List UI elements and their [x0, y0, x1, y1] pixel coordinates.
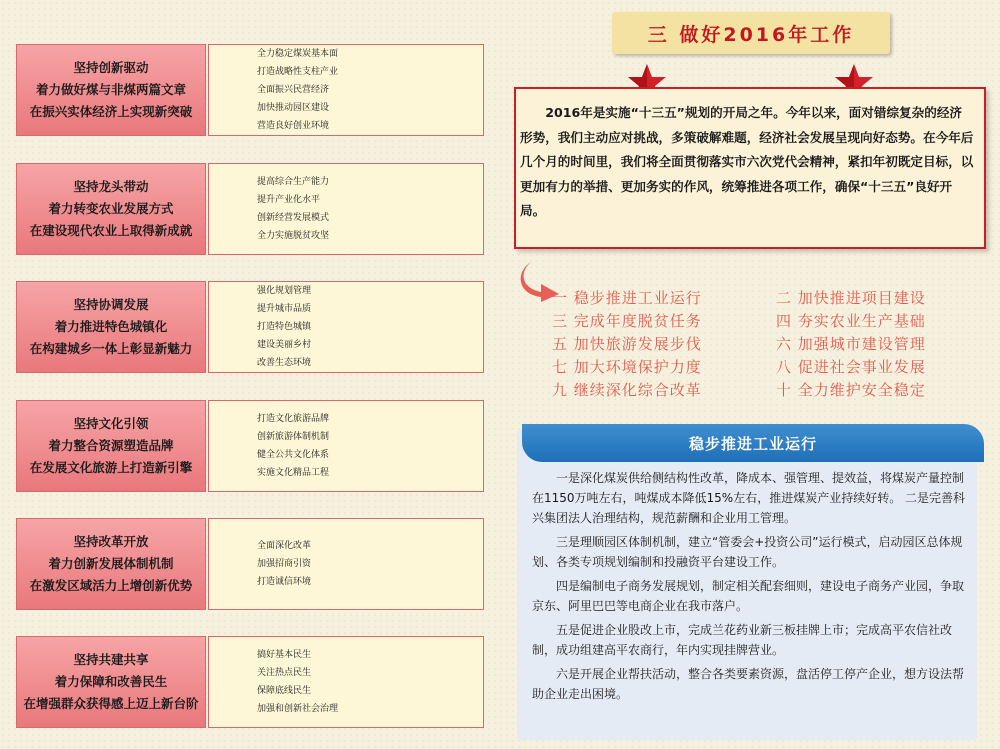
pillar-items — [208, 281, 484, 373]
pillar-item: 加快推动园区建设 — [257, 103, 330, 113]
task-item: 五 加快旅游发展步伐 — [552, 335, 702, 353]
pillar-title — [16, 44, 206, 136]
pillar-item: 创新旅游体制机制 — [257, 432, 330, 442]
panel-paragraph: 六是开展企业帮扶活动，整合各类要素资源，盘活停工停产企业，想方设法帮助企业走出困境。 — [532, 667, 965, 701]
panel-paragraph: 三是理顺园区体制机制，建立“管委会+投资公司”运行模式，启动园区总体规划、各类专项规划编制和投融资平台建设工作。 — [532, 535, 963, 569]
pillar-line: 坚持共建共享 — [73, 652, 149, 667]
pillar-item: 打造特色城镇 — [257, 322, 312, 332]
pillar-items — [208, 44, 484, 136]
pillar-item: 打造文化旅游品牌 — [257, 414, 330, 424]
task-item: 二 加快推进项目建设 — [776, 289, 926, 307]
pillar-item: 全面振兴民营经济 — [257, 85, 330, 95]
pillar-row — [16, 44, 484, 136]
pillar-item: 创新经营发展模式 — [257, 213, 330, 223]
pillar-title — [16, 518, 206, 610]
panel-body — [532, 468, 972, 708]
task-item: 一 稳步推进工业运行 — [552, 289, 702, 307]
panel-paragraph: 一是深化煤炭供给侧结构性改革，降成本、强管理、提效益，将煤炭产量控制在1150万吨左右，吨煤成本降低15%左右，推进煤炭产业持续好转。 二是完善科兴集团法人治理结构，规范薪酬和企业用工管理。 — [532, 471, 966, 525]
panel-paragraph: 四是编制电子商务发展规划，制定相关配套细则，建设电子商务产业园，争取京东、阿里巴巴等电商企业在我市落户。 — [532, 579, 965, 613]
pillar-row — [16, 163, 484, 255]
pillar-item: 关注热点民生 — [257, 668, 312, 678]
pillar-items — [208, 518, 484, 610]
pillar-line: 坚持创新驱动 — [73, 60, 149, 75]
pillar-line: 坚持改革开放 — [73, 534, 149, 549]
pillar-line: 坚持协调发展 — [73, 297, 149, 312]
pillar-line: 着力推进特色城镇化 — [54, 319, 168, 334]
pillar-item: 建设美丽乡村 — [257, 340, 312, 350]
pillar-line: 坚持龙头带动 — [73, 179, 149, 194]
task-item: 八 促进社会事业发展 — [776, 358, 926, 376]
pillar-line: 着力转变农业发展方式 — [48, 201, 174, 216]
task-item: 七 加大环境保护力度 — [552, 358, 702, 376]
pillar-line: 在发展文化旅游上打造新引擎 — [29, 460, 193, 475]
pillar-item: 打造诚信环境 — [257, 577, 312, 587]
pillar-row — [16, 518, 484, 610]
pillar-title — [16, 400, 206, 492]
pillar-item: 加强招商引资 — [257, 559, 312, 569]
pillar-line: 在建设现代农业上取得新成就 — [29, 223, 193, 238]
task-item: 十 全力维护安全稳定 — [776, 381, 926, 399]
task-item: 九 继续深化综合改革 — [552, 381, 702, 399]
section-title: 三 做好2016年工作 — [612, 12, 890, 54]
pillar-title — [16, 163, 206, 255]
task-item: 三 完成年度脱贫任务 — [552, 312, 702, 330]
pillar-line: 着力整合资源塑造品牌 — [48, 438, 174, 453]
pillar-item: 改善生态环境 — [257, 358, 312, 368]
task-item: 六 加强城市建设管理 — [776, 335, 926, 353]
pillar-line: 在振兴实体经济上实现新突破 — [29, 104, 193, 119]
pillar-item: 打造战略性支柱产业 — [257, 67, 339, 77]
pillar-line: 坚持文化引领 — [73, 416, 149, 431]
pillar-title — [16, 636, 206, 728]
pillar-item: 提升产业化水平 — [257, 195, 321, 205]
pillar-title — [16, 281, 206, 373]
pillar-item: 全力稳定煤炭基本面 — [257, 49, 339, 59]
pillar-item: 营造良好创业环境 — [257, 121, 330, 131]
pillar-items — [208, 636, 484, 728]
pillar-line: 在增强群众获得感上迈上新台阶 — [23, 696, 199, 711]
pillar-line: 在激发区域活力上增创新优势 — [29, 578, 193, 593]
pillar-item: 搞好基本民生 — [257, 650, 312, 660]
pillar-item: 实施文化精品工程 — [257, 468, 330, 478]
pillar-item: 提高综合生产能力 — [257, 177, 330, 187]
pillar-row — [16, 281, 484, 373]
task-item: 四 夯实农业生产基础 — [776, 312, 926, 330]
pillar-row — [16, 400, 484, 492]
pillar-line: 在构建城乡一体上彰显新魅力 — [29, 341, 193, 356]
pillar-item: 全面深化改革 — [257, 541, 312, 551]
pillar-item: 提升城市品质 — [257, 304, 312, 314]
pillar-line: 着力做好煤与非煤两篇文章 — [35, 82, 186, 97]
pillar-line: 着力保障和改善民生 — [54, 674, 168, 689]
intro-paragraph: 2016年是实施“十三五”规划的开局之年。今年以来，面对错综复杂的经济形势，我们主动应对挑战，多策破解难题，经济社会发展呈现向好态势。在今年后几个月的时间里，我们将全面贯彻落实市六次党代会精神，紧扣年初既定目标，以更加有力的举措、更加务实的作风，统筹推进各项工作，确保“十三五”良好开局。 — [514, 87, 986, 249]
pillar-item: 强化规划管理 — [257, 286, 312, 296]
panel-title: 稳步推进工业运行 — [522, 424, 984, 462]
pillar-item: 全力实施脱贫攻坚 — [257, 231, 330, 241]
pillar-items — [208, 400, 484, 492]
pillar-row — [16, 636, 484, 728]
pillar-items — [208, 163, 484, 255]
pillar-item: 加强和创新社会治理 — [257, 704, 339, 714]
pillar-item: 健全公共文化体系 — [257, 450, 330, 460]
panel-paragraph: 五是促进企业股改上市，完成兰花药业新三板挂牌上市；完成高平农信社改制，成功组建高平农商行，年内实现挂牌营业。 — [532, 623, 953, 657]
pillar-item: 保障底线民生 — [257, 686, 312, 696]
pillar-line: 着力创新发展体制机制 — [48, 556, 174, 571]
